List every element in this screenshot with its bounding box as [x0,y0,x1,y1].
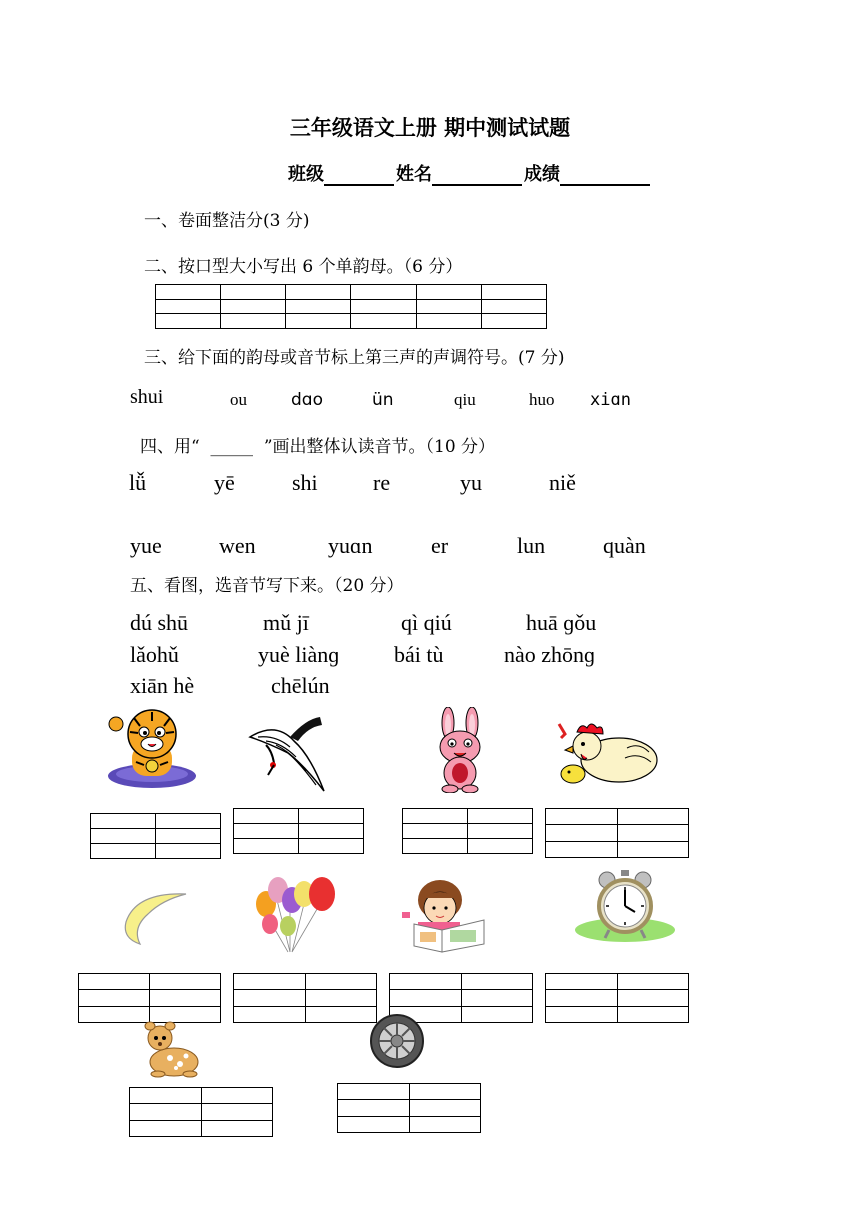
class-label: 班级 [288,164,324,185]
q4-syllable[interactable]: lun [517,533,546,558]
score-label: 成绩 [524,164,560,185]
score-blank[interactable] [560,164,650,186]
q4-syllable[interactable]: wen [219,533,256,558]
answer-grid[interactable] [90,813,221,859]
q5-word: nào zhōnɡ [504,642,596,667]
q4-syllable[interactable]: yuɑn [328,533,373,558]
crane-icon [246,713,328,795]
q5-word: lǎohǔ [130,642,179,667]
question-3: 三、给下面的韵母或音节标上第三声的声调符号。(7 分) [144,348,565,368]
q5-word: mǔ jī [263,610,309,635]
answer-grid[interactable] [233,973,377,1023]
alarm-clock-icon [575,868,677,942]
q3-syllable: ou [230,390,247,409]
q4-syllable[interactable]: quàn [603,533,646,558]
girl-reading-icon [394,878,490,954]
q3-syllable: qiu [454,390,476,409]
student-info-line [288,160,652,186]
hen-icon [557,714,661,788]
q4-syllable[interactable]: shi [292,470,318,495]
answer-grid[interactable] [233,808,364,854]
name-label: 姓名 [396,164,432,185]
answer-grid[interactable] [402,808,533,854]
question-5: 五、看图，选音节写下来。（20 分） [130,576,404,596]
q3-syllable: dɑo [291,390,323,410]
q4-syllable[interactable]: lǚ [129,470,147,495]
page-title: 三年级语文上册 期中测试试题 [289,115,571,140]
q4-syllable[interactable]: re [373,470,391,495]
q4-syllable[interactable]: yue [130,533,162,558]
q5-word: chēlún [271,673,330,698]
q5-word: yuè liànɡ [258,642,340,667]
moon-icon [118,888,190,946]
name-blank[interactable] [432,164,522,186]
answer-grid[interactable] [337,1083,481,1133]
answer-grid[interactable] [545,973,689,1023]
q4-syllable[interactable]: er [431,533,449,558]
deer-icon [140,1020,208,1078]
q3-syllable: xiɑn [590,390,631,410]
q4-suffix: ”画出整体认读音节。（10 分） [263,437,496,457]
answer-grid[interactable] [129,1087,273,1137]
answer-grid[interactable] [545,808,689,858]
balloons-icon [248,874,340,954]
rabbit-icon [424,707,496,793]
answer-grid[interactable] [78,973,221,1023]
q5-word: qì qiú [401,610,452,635]
q5-word: xiān hè [130,673,195,698]
q5-word: dú shū [130,610,189,635]
question-2: 二、按口型大小写出 6 个单韵母。（6 分） [144,257,463,277]
vowel-writing-grid[interactable] [155,284,547,329]
q5-word: huā ɡǒu [526,610,597,635]
q3-syllable: shui [130,386,164,408]
q3-syllable: ün [372,390,394,410]
q4-blank: _____ [210,437,254,457]
question-1: 一、卷面整洁分(3 分) [144,211,310,231]
q4-syllable[interactable]: yē [214,470,235,495]
q3-syllable: huo [529,390,555,409]
wheel-icon [368,1012,426,1070]
q5-word: bái tù [394,642,444,667]
question-4 [140,432,495,457]
tiger-icon [104,704,200,790]
q4-syllable[interactable]: yu [460,470,482,495]
q4-syllable[interactable]: niě [549,470,576,495]
class-blank[interactable] [324,164,394,186]
q4-prefix: 四、用“ [140,437,200,457]
